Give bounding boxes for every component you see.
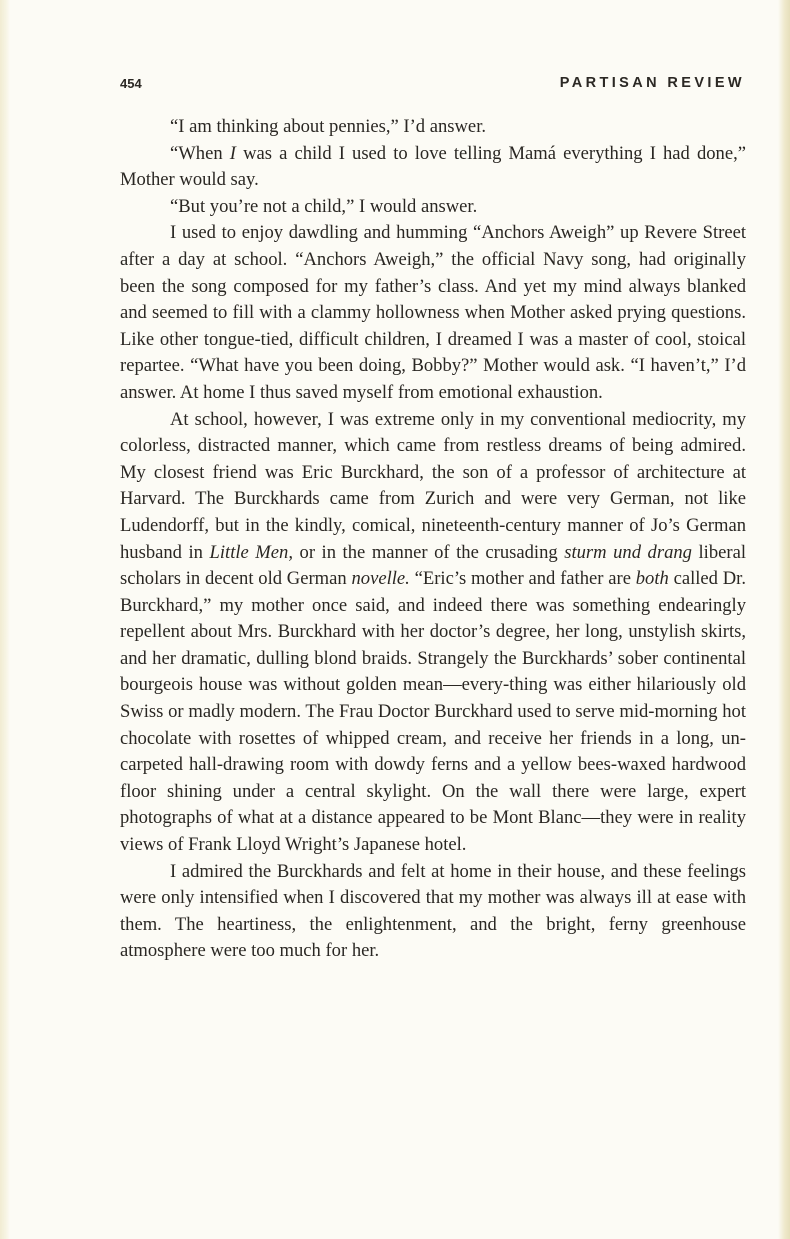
body-text (120, 114, 746, 965)
paragraph-2 (120, 141, 746, 194)
paragraph-6: I admired the Burckhards and felt at home in their house, and these feelings were only intensified when I discovered that my mother was always ill at ease with them. The heartiness, the enlightenment, and the bright, ferny greenhouse atmosphere were too much for her. (120, 860, 746, 962)
paragraph-4: I used to enjoy dawdling and humming “Anchors Aweigh” up Revere Street after a day at school. “Anchors Aweigh,” the official Navy song, had originally been the song composed for my father’s class. And yet my mind always blanked and seemed to fill with a clammy hollowness when Mother asked prying questions. Like other tongue-tied, difficult children, I dreamed I was a master of cool, stoical repartee. “What have you been doing, Bobby?” Mother would ask. “I haven’t,” I’d answer. At home I thus saved myself from emotional exhaustion. (120, 222, 746, 403)
running-head (120, 72, 745, 96)
paragraph-5-text-e: called Dr. Burckhard,” my mother once said, and indeed there was something endearingly repellent about Mrs. Burckhard with her doctor’s degree, her long, unstylish skirts, and her dramatic, dulling blond braids. Strangely the Burckhards’ sober continental bourgeois house was without golden mean—every-thing was either hilariously old Swiss or madly modern. The Frau Doctor Burckhard used to serve mid-morning hot chocolate with rosettes of whipped cream, and receive her friends in a long, un-carpeted hall-drawing room with dowdy ferns and a yellow bees-waxed hardwood floor shining under a central skylight. On the wall there were large, expert photographs of what at a distance appeared to be Mont Blanc—they were in reality views of Frank Lloyd Wright’s Japanese hotel. (120, 568, 746, 856)
paragraph-5-text-c: liberal scholars in decent old German (120, 541, 747, 590)
paragraph-5-text-a: At school, however, I was extreme only in my conventional mediocrity, my colorless, distracted manner, which came from restless dreams of being admired. My closest friend was Eric Burckhard, the son of a professor of architecture at Harvard. The Burckhards came from Zurich and were very German, not like Ludendorff, but in the kindly, comical, nineteenth-century manner of Jo’s German husband in (120, 408, 746, 563)
page-left-edge (0, 0, 10, 1239)
italic-novelle: novelle. (351, 568, 410, 590)
paragraph-5-text-d: “Eric’s mother and father are (409, 568, 636, 590)
paragraph-5-text-b: or in the manner of the crusading (293, 541, 565, 563)
paragraph-2-text-a: “When (170, 142, 230, 164)
paragraph-2-text-b: was a child I used to love telling Mamá everything I had done,” Mother would say. (120, 142, 746, 191)
italic-both: both (635, 568, 669, 590)
page-right-edge (778, 0, 790, 1239)
page-number: 454 (120, 76, 142, 91)
paragraph-5 (120, 407, 746, 859)
paragraph-2-italic: I (229, 142, 236, 164)
journal-title: PARTISAN REVIEW (559, 75, 745, 91)
book-title-little-men: Little Men, (209, 541, 293, 563)
italic-sturm-und-drang: sturm und drang (564, 541, 692, 563)
paragraph-1: “I am thinking about pennies,” I’d answer. (170, 116, 487, 137)
paragraph-3: “But you’re not a child,” I would answer. (170, 195, 478, 217)
